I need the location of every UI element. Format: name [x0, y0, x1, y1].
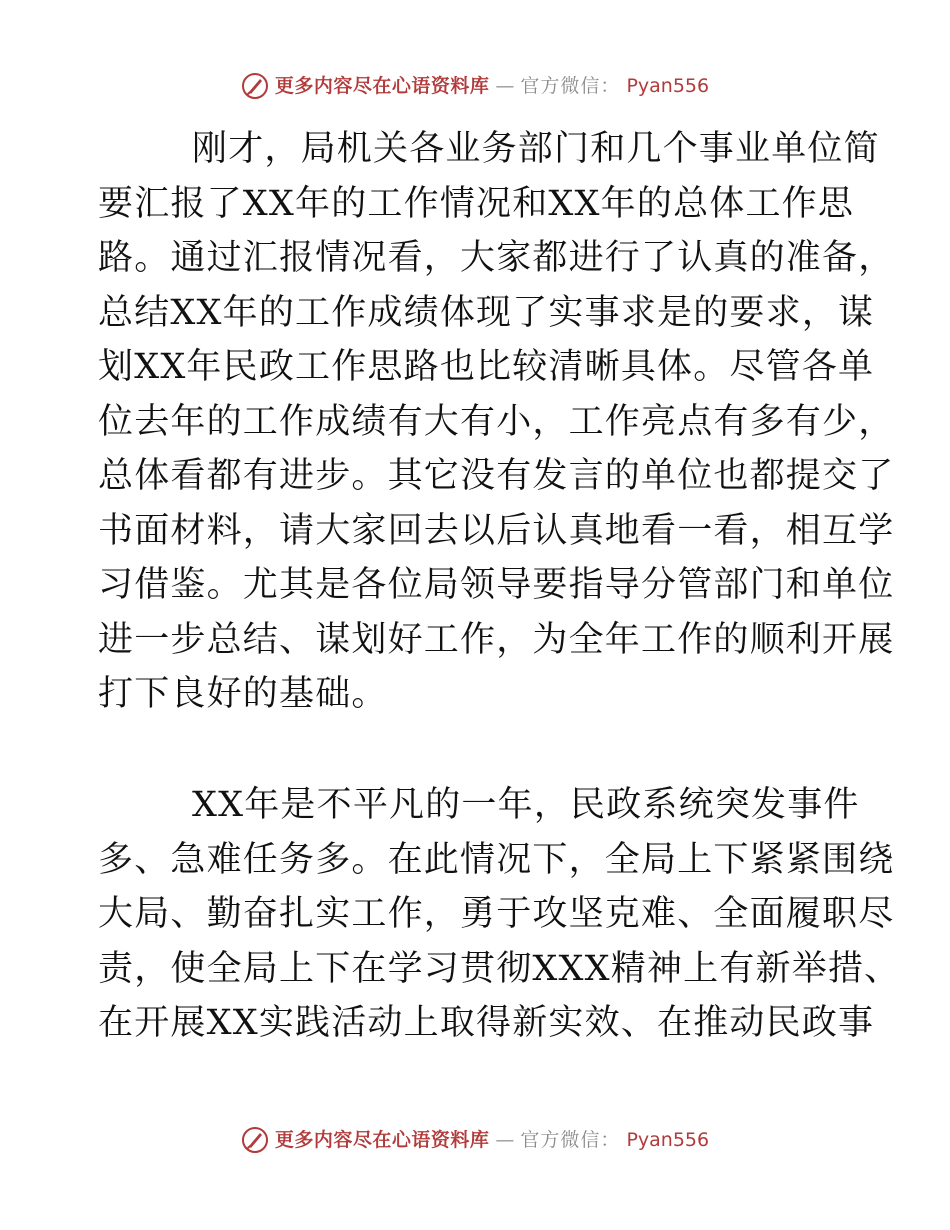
text-line: 大局、勤奋扎实工作，勇于攻坚克难、全面履职尽 — [98, 894, 895, 934]
text-line: 路。通过汇报情况看，大家都进行了认真的准备， — [98, 238, 895, 278]
footer-watermark — [0, 1126, 950, 1154]
watermark-official-label: 官方微信： — [520, 75, 621, 97]
text-line: 在开展XX实践活动上取得新实效、在推动民政事 — [98, 1003, 875, 1043]
watermark-wechat-id: Pyan556 — [626, 1129, 710, 1151]
watermark-official-label: 官方微信： — [520, 1129, 621, 1151]
watermark-separator: — — [495, 75, 515, 97]
text-line: XX年是不平凡的一年，民政系统突发事件 — [192, 785, 860, 825]
text-line: 位去年的工作成绩有大有小，工作亮点有多有少， — [98, 401, 895, 442]
paragraph-1 — [98, 122, 895, 722]
quill-pen-icon — [241, 1126, 269, 1154]
text-line: 习借鉴。尤其是各位局领导要指导分管部门和单位 — [98, 565, 895, 605]
header-watermark — [0, 72, 950, 100]
text-line: 总体看都有进步。其它没有发言的单位也都提交了 — [98, 456, 895, 496]
text-line: 总结XX年的工作成绩体现了实事求是的要求，谋 — [98, 292, 875, 333]
text-line: 刚才，局机关各业务部门和几个事业单位简 — [192, 129, 880, 169]
watermark-brand: 更多内容尽在心语资料库 — [274, 75, 490, 97]
text-line: 责，使全局上下在学习贯彻XXX精神上有新举措、 — [98, 948, 901, 989]
text-line: 要汇报了XX年的工作情况和XX年的总体工作思 — [98, 183, 855, 224]
paragraph-2 — [98, 778, 901, 1051]
text-line: 打下良好的基础。 — [98, 674, 388, 714]
watermark-separator: — — [495, 1129, 515, 1151]
watermark-brand: 更多内容尽在心语资料库 — [274, 1129, 490, 1151]
text-line: 进一步总结、谋划好工作，为全年工作的顺利开展 — [98, 619, 895, 660]
text-line: 多、急难任务多。在此情况下，全局上下紧紧围绕 — [98, 839, 895, 880]
text-line: 划XX年民政工作思路也比较清晰具体。尽管各单 — [98, 347, 875, 387]
quill-pen-icon — [241, 72, 269, 100]
watermark-wechat-id: Pyan556 — [626, 75, 710, 97]
text-line: 书面材料，请大家回去以后认真地看一看，相互学 — [98, 510, 895, 551]
